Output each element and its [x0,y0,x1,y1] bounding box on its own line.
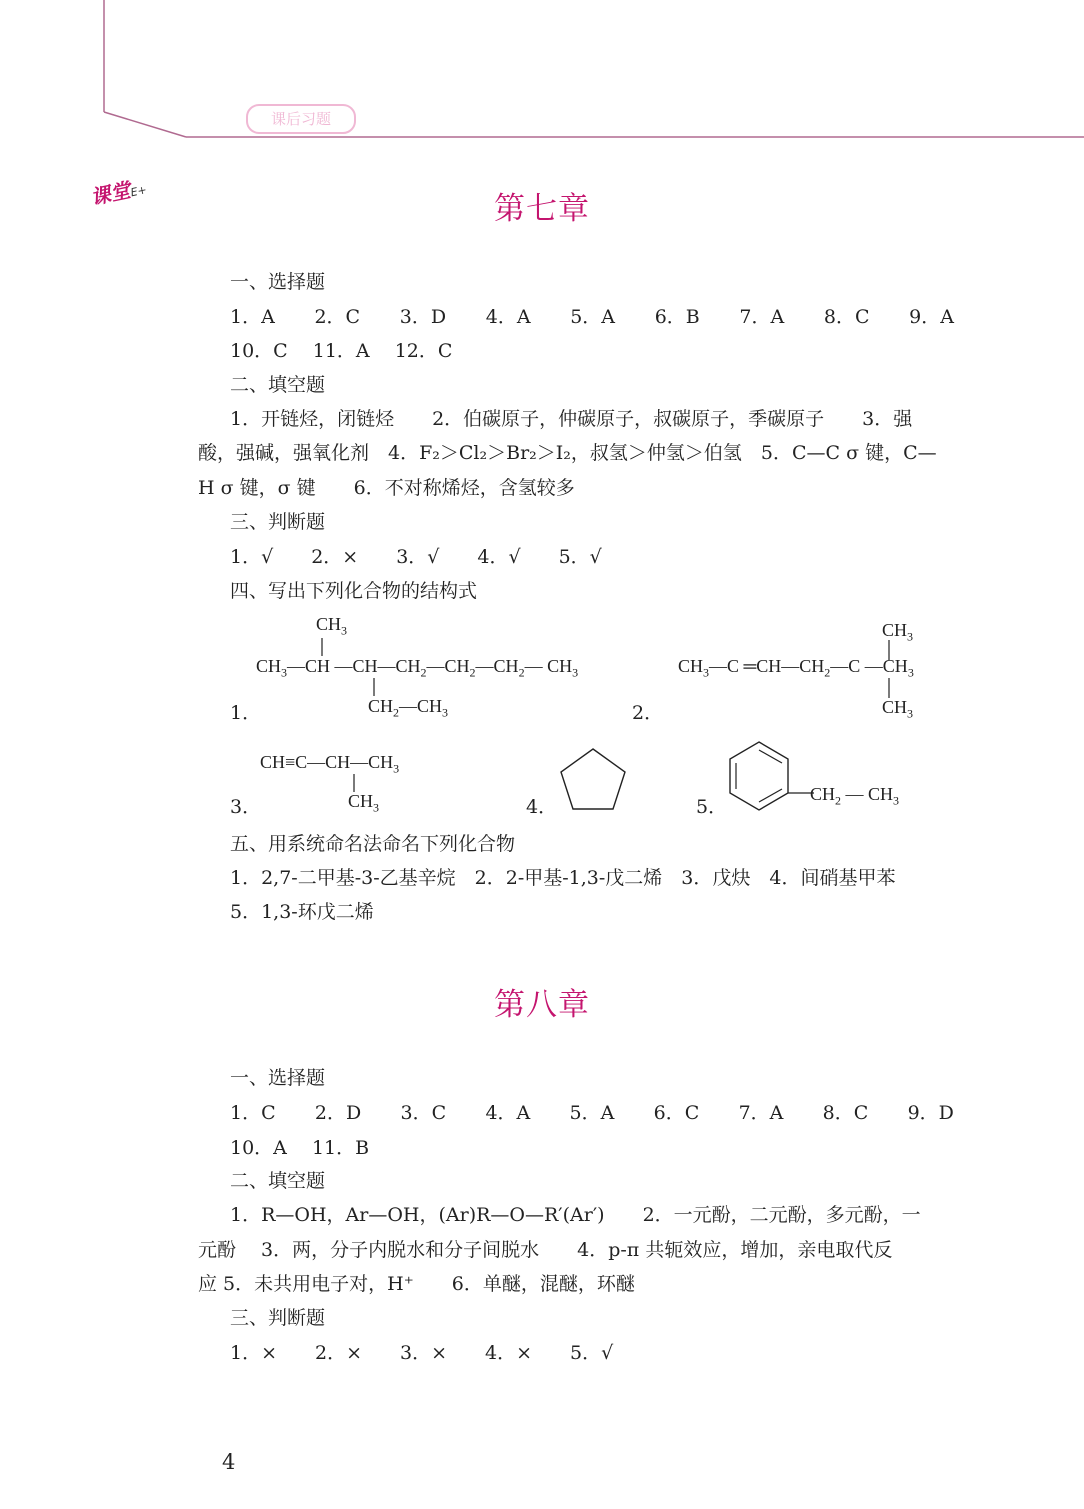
section-heading: 四、写出下列化合物的结构式 [230,580,478,602]
section-heading: 二、填空题 [230,374,326,396]
fill-answer-line: 元酚 3．两，分子内脱水和分子间脱水 4．p-π 共轭效应，增加，亲电取代反 [198,1239,893,1261]
header-badge [246,104,356,134]
fill-answer-line: 酸，强碱，强氧化剂 4．F₂＞Cl₂＞Br₂＞I₂，叔氢＞仲氢＞伯氢 5．C—C σ 键，C— [198,442,937,464]
item-number: 2． [632,702,664,724]
judge-answers: 1．√ 2．× 3．√ 4．√ 5．√ [230,546,602,568]
judge-answers: 1．× 2．× 3．× 4．× 5．√ [230,1342,614,1364]
mc-answer: 9．D [907,1102,954,1124]
mc-answer-row: 10．A 11．B [230,1137,370,1159]
mc-answer: 3．D [399,306,447,328]
mc-answer: 1．A [230,306,275,328]
section-heading: 一、选择题 [230,271,326,293]
structure-1-main-chain: $CH_3—CH$ $—CH—CH_2—CH_2—CH_2—$ $CH_3$ [256,656,579,680]
mc-answer-row [230,1101,954,1125]
fill-answer-line: 1．开链烃，闭链烃 2．伯碳原子，仲碳原子，叔碳原子，季碳原子 3．强 [230,408,913,430]
item-number: 5． [696,796,728,818]
chapter-7-title: 第七章 [494,191,590,227]
item-number: 3． [230,796,262,818]
ethyl-group: $CH_2$ — $CH_3$ [810,784,900,808]
section-heading: 三、判断题 [230,1307,326,1329]
chapter-8-title: 第八章 [494,987,590,1023]
section-heading: 一、选择题 [230,1067,326,1089]
brand-logo-sub: E+ [129,183,148,200]
mc-answer-row: 10．C 11．A 12．C [230,340,453,362]
mc-answer: 3．C [400,1102,447,1124]
name-answer-line: 1．2,7-二甲基-3-乙基辛烷 2．2-甲基-1,3-戊二烯 3．戊炔 4．间硝基甲苯 [230,867,896,889]
name-answer-line: 5．1,3-环戊二烯 [230,901,374,923]
cyclopentane-ring [556,746,630,812]
mc-answer: 2．D [314,1102,362,1124]
mc-answer: 7．A [738,1102,784,1124]
section-heading: 二、填空题 [230,1170,326,1192]
structure-2-top-methyl: $CH_3$ [882,620,914,644]
structure-1-substituent: $CH_3$ [316,614,348,638]
fill-answer-line: 1．R—OH，Ar—OH，(Ar)R—O—R′(Ar′) 2．一元酚，二元酚，多元酚，一 [230,1204,921,1226]
section-heading: 五、用系统命名法命名下列化合物 [230,833,516,855]
structure-3-main-chain: $CH\equiv C—CH—CH_3$ [260,752,400,776]
structure-3-branch: $CH_3$ [348,791,380,815]
mc-answer: 9．A [909,306,954,328]
header-badge-text: 课后习题 [270,110,331,128]
mc-answer: 8．C [823,306,870,328]
mc-answer: 8．C [822,1102,869,1124]
structure-2-main-chain: $CH_3—C$ $═CH—CH_2—C$ $—CH_3$ [678,656,914,680]
item-number: 4． [526,796,558,818]
mc-answer: 1．C [230,1102,276,1124]
mc-answer: 5．A [570,306,616,328]
benzene-ring [726,740,816,816]
structure-1-branch: $CH_2—CH_3$ [368,696,449,720]
item-number: 1． [230,702,262,724]
mc-answer: 2．C [314,306,361,328]
header-decoration [0,0,1084,150]
mc-answer: 5．A [569,1102,615,1124]
structure-2-bottom-methyl: $CH_3$ [882,697,914,721]
brand-logo-text: 课堂 [88,177,133,210]
page-number: 4 [222,1450,236,1474]
mc-answer-row [230,305,954,329]
fill-answer-line: H σ 键，σ 键 6．不对称烯烃，含氢较多 [198,477,575,499]
mc-answer: 6．B [654,306,700,328]
mc-answer: 6．C [653,1102,700,1124]
section-heading: 三、判断题 [230,511,326,533]
fill-answer-line: 应 5．未共用电子对，H⁺ 6．单醚，混醚，环醚 [198,1273,635,1295]
mc-answer: 4．A [485,306,531,328]
mc-answer: 7．A [739,306,785,328]
mc-answer: 4．A [485,1102,531,1124]
